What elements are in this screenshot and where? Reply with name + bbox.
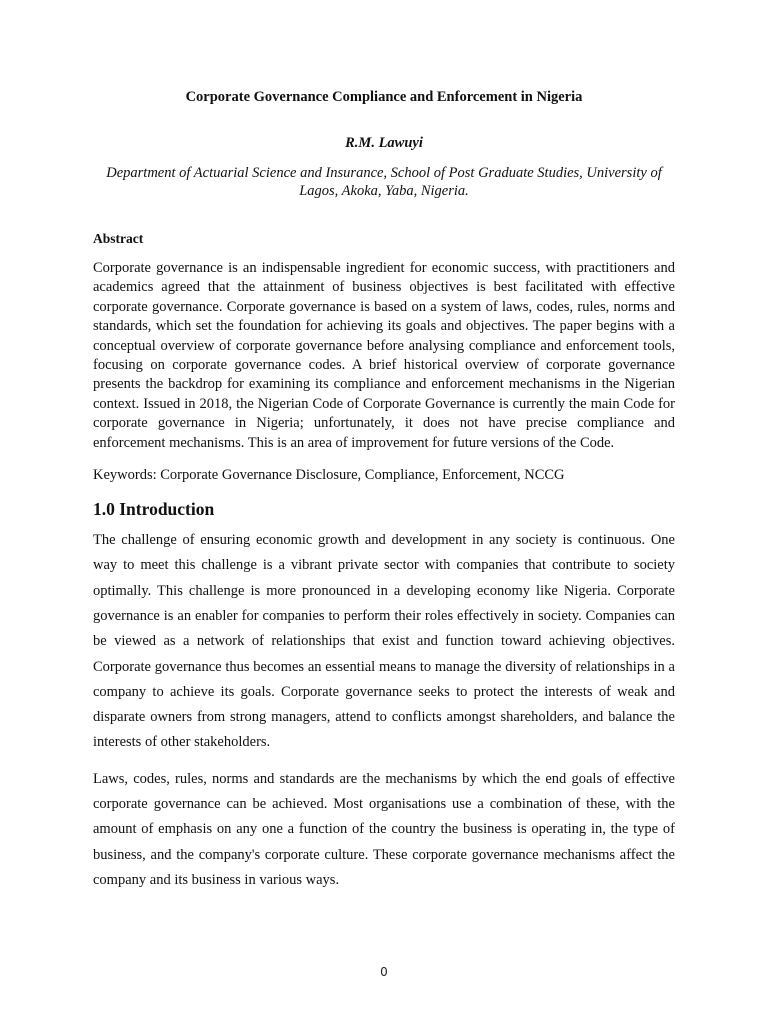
author-affiliation: Department of Actuarial Science and Insurance, School of Post Graduate Studies, University of Lagos, Akoka, Yaba, Nigeria. xyxy=(106,165,662,199)
keywords: Keywords: Corporate Governance Disclosure, Compliance, Enforcement, NCCG xyxy=(93,467,565,484)
abstract-heading: Abstract xyxy=(93,231,144,246)
abstract-text: Corporate governance is an indispensable ingredient for economic success, with practitioners and academics agreed that the attainment of business objectives is best facilitated with effective corporate governance. Corporate governance is based on a system of laws, codes, rules, norms and standards, which set the foundation for achieving its goals and objectives. The paper begins with a conceptual overview of corporate governance before analysing compliance and enforcement tools, focusing on corporate governance codes. A brief historical overview of corporate governance presents the backdrop for examining its compliance and enforcement mechanisms in the Nigerian context. Issued in 2018, the Nigerian Code of Corporate Governance is currently the main Code for corporate governance in Nigeria; unfortunately, it does not have precise compliance and enforcement mechanisms. This is an area of improvement for future versions of the Code. xyxy=(93,260,675,451)
document-content xyxy=(93,88,675,893)
body-paragraph: The challenge of ensuring economic growth and development in any society is continuous. One way to meet this challenge is a vibrant private sector with companies that contribute to society optimally. This challenge is more pronounced in a developing economy like Nigeria. Corporate governance is an enabler for companies to perform their roles effectively in society. Companies can be viewed as a network of relationships that exist and function toward achieving objectives. Corporate governance thus becomes an essential means to manage the diversity of relationships in a company to achieve its goals. Corporate governance seeks to protect the interests of weak and disparate owners from strong managers, attend to conflicts amongst shareholders, and balance the interests of other stakeholders. xyxy=(93,532,675,751)
body-paragraph: Laws, codes, rules, norms and standards are the mechanisms by which the end goals of effective corporate governance can be achieved. Most organisations use a combination of these, with the amount of emphasis on any one a function of the country the business is operating in, the type of business, and the company's corporate culture. These corporate governance mechanisms affect the company and its business in various ways. xyxy=(93,770,675,888)
paper-title: Corporate Governance Compliance and Enforcement in Nigeria xyxy=(185,89,583,105)
section-heading-introduction: 1.0 Introduction xyxy=(93,499,215,520)
paper-author: R.M. Lawuyi xyxy=(345,135,423,151)
page-number: 0 xyxy=(380,965,388,979)
